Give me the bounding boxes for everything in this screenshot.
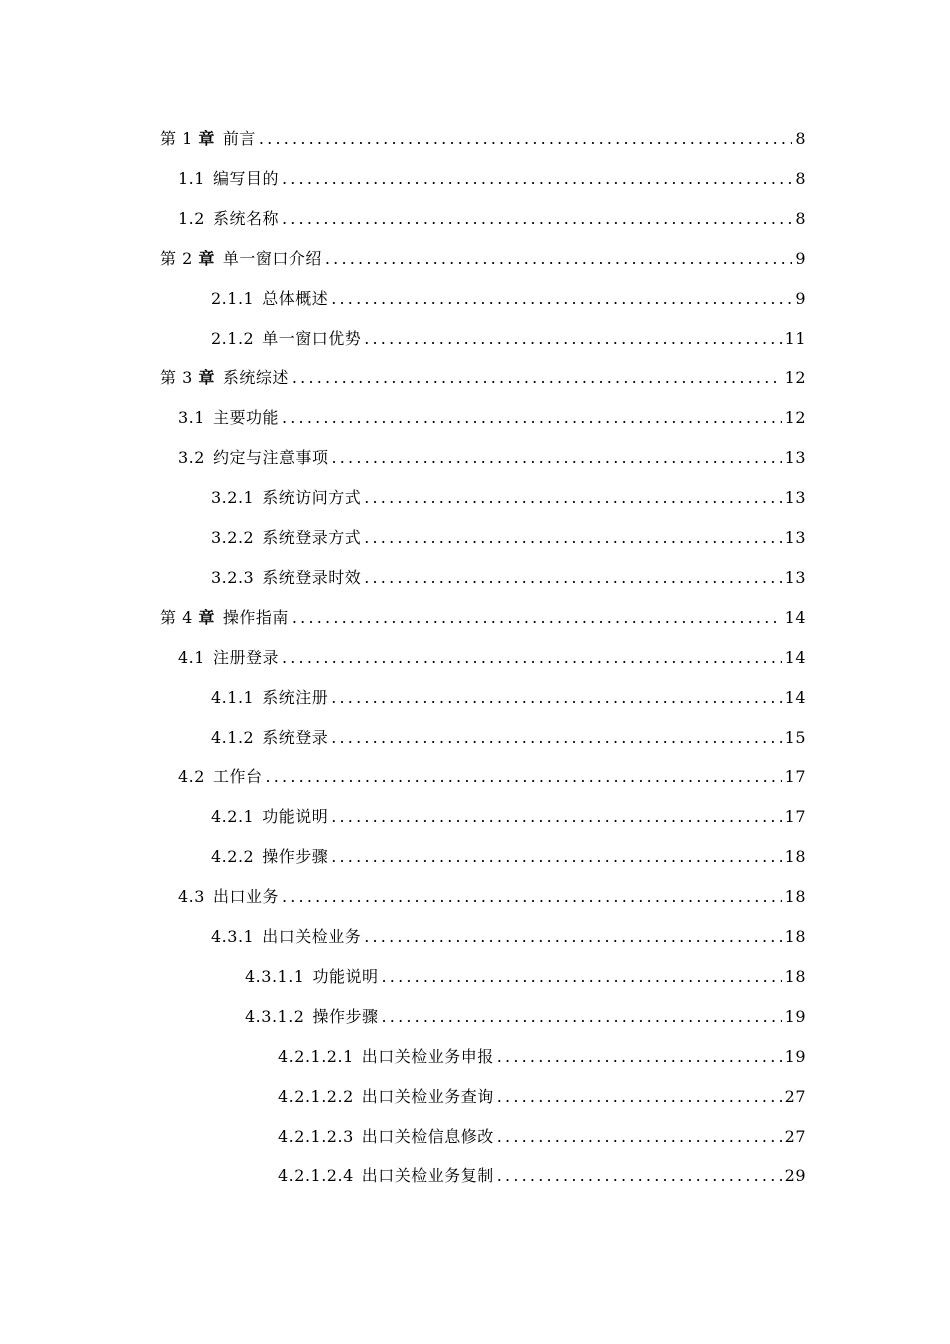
toc-entry-title: 功能说明 <box>312 967 379 986</box>
toc-entry-page: 12 <box>784 408 806 427</box>
dot-leader <box>282 643 782 673</box>
toc-entry[interactable] <box>178 164 806 194</box>
toc-entry-title: 主要功能 <box>212 408 279 427</box>
toc-entry-number: 第 2 章 <box>160 249 215 268</box>
toc-entry-title: 系统名称 <box>212 209 279 228</box>
toc-entry-title: 约定与注意事项 <box>212 448 329 467</box>
toc-entry-number: 4.2.1 <box>211 807 255 826</box>
chapter-label: 章 <box>198 608 215 627</box>
dot-leader <box>325 244 792 274</box>
toc-entry-number: 4.2.1.2.4 <box>278 1166 354 1185</box>
toc-entry-title: 系统访问方式 <box>262 488 362 507</box>
toc-entry-number: 1.2 <box>178 209 205 228</box>
toc-entry-title: 功能说明 <box>262 807 329 826</box>
toc-entry[interactable] <box>160 244 806 274</box>
toc-entry-title: 系统综述 <box>222 368 289 387</box>
dot-leader <box>364 523 781 553</box>
toc-entry-number: 4.3 <box>178 887 205 906</box>
toc-entry-title: 前言 <box>222 129 256 148</box>
toc-entry-title: 系统登录方式 <box>262 528 362 547</box>
toc-entry-page: 14 <box>784 608 806 627</box>
toc-entry-title: 操作指南 <box>222 608 289 627</box>
toc-entry-page: 13 <box>784 488 806 507</box>
toc-entry-page: 13 <box>784 528 806 547</box>
chapter-label: 章 <box>198 129 215 148</box>
toc-entry[interactable] <box>245 962 806 992</box>
toc-entry-page: 17 <box>784 807 806 826</box>
dot-leader <box>282 204 792 234</box>
dot-leader <box>497 1042 782 1072</box>
toc-entry[interactable] <box>211 523 806 553</box>
toc-entry-page: 18 <box>784 847 806 866</box>
toc-entry[interactable] <box>278 1042 806 1072</box>
toc-entry[interactable] <box>278 1082 806 1112</box>
toc-entry-title: 出口关检业务 <box>262 927 362 946</box>
dot-leader <box>331 723 781 753</box>
toc-entry[interactable] <box>211 842 806 872</box>
dot-leader <box>364 483 781 513</box>
toc-entry-title: 工作台 <box>212 767 263 786</box>
dot-leader <box>497 1122 782 1152</box>
toc-entry[interactable] <box>211 922 806 952</box>
toc-entry-number: 4.3.1.2 <box>245 1007 305 1026</box>
dot-leader <box>364 324 781 354</box>
toc-entry[interactable] <box>211 563 806 593</box>
toc-entry-number: 第 3 章 <box>160 368 215 387</box>
toc-entry-number: 3.1 <box>178 408 205 427</box>
toc-entry-page: 14 <box>784 688 806 707</box>
toc-entry-page: 17 <box>784 767 806 786</box>
toc-entry-page: 9 <box>795 249 806 268</box>
chapter-label: 章 <box>198 249 215 268</box>
toc-entry-page: 19 <box>784 1047 806 1066</box>
toc-entry-page: 18 <box>784 967 806 986</box>
toc-entry-page: 18 <box>784 887 806 906</box>
toc-entry-number: 4.1.2 <box>211 728 255 747</box>
toc-entry-number: 1.1 <box>178 169 205 188</box>
toc-entry-page: 8 <box>795 209 806 228</box>
toc-entry-number: 4.2 <box>178 767 205 786</box>
toc-entry-number: 第 1 章 <box>160 129 215 148</box>
toc-entry[interactable] <box>178 882 806 912</box>
toc-entry-title: 出口关检业务查询 <box>361 1087 494 1106</box>
toc-entry-title: 出口关检信息修改 <box>361 1127 494 1146</box>
toc-entry-page: 13 <box>784 448 806 467</box>
dot-leader <box>265 762 781 792</box>
dot-leader <box>331 284 792 314</box>
toc-entry-page: 13 <box>784 568 806 587</box>
toc-entry[interactable] <box>211 324 806 354</box>
toc-entry-title: 系统登录 <box>262 728 329 747</box>
toc-entry-page: 27 <box>784 1087 806 1106</box>
toc-entry-page: 15 <box>784 728 806 747</box>
dot-leader <box>331 842 781 872</box>
toc-entry-title: 操作步骤 <box>312 1007 379 1026</box>
toc-entry-title: 出口业务 <box>212 887 279 906</box>
toc-entry[interactable] <box>211 723 806 753</box>
dot-leader <box>364 563 781 593</box>
toc-entry-page: 11 <box>784 329 806 348</box>
toc-entry-title: 系统注册 <box>262 688 329 707</box>
toc-entry-number: 2.1.2 <box>211 329 255 348</box>
toc-entry-page: 18 <box>784 927 806 946</box>
toc-entry-title: 单一窗口优势 <box>262 329 362 348</box>
toc-entry[interactable] <box>211 802 806 832</box>
toc-entry-number: 4.2.1.2.1 <box>278 1047 354 1066</box>
toc-entry[interactable] <box>178 762 806 792</box>
toc-entry[interactable] <box>160 124 806 154</box>
toc-entry-number: 4.2.2 <box>211 847 255 866</box>
dot-leader <box>382 962 782 992</box>
toc-entry-title: 编写目的 <box>212 169 279 188</box>
toc-entry-number: 第 4 章 <box>160 608 215 627</box>
chapter-label: 章 <box>198 368 215 387</box>
toc-entry-page: 8 <box>795 129 806 148</box>
toc-entry-page: 19 <box>784 1007 806 1026</box>
dot-leader <box>259 124 792 154</box>
toc-entry-number: 4.2.1.2.2 <box>278 1087 354 1106</box>
toc-entry[interactable] <box>178 403 806 433</box>
toc-entry-page: 14 <box>784 648 806 667</box>
toc-entry-number: 3.2.2 <box>211 528 255 547</box>
dot-leader <box>292 363 782 393</box>
toc-entry-title: 系统登录时效 <box>262 568 362 587</box>
toc-entry-number: 4.1.1 <box>211 688 255 707</box>
toc-entry[interactable] <box>178 204 806 234</box>
dot-leader <box>292 603 782 633</box>
dot-leader <box>282 164 792 194</box>
toc-entry-number: 4.2.1.2.3 <box>278 1127 354 1146</box>
toc-entry-page: 12 <box>784 368 806 387</box>
toc-entry-number: 3.2.3 <box>211 568 255 587</box>
toc-entry-page: 29 <box>784 1166 806 1185</box>
toc-entry-number: 4.3.1.1 <box>245 967 305 986</box>
toc-entry-page: 27 <box>784 1127 806 1146</box>
toc-entry[interactable] <box>211 683 806 713</box>
toc-entry-page: 8 <box>795 169 806 188</box>
toc-entry[interactable] <box>178 643 806 673</box>
toc-entry-title: 操作步骤 <box>262 847 329 866</box>
dot-leader <box>282 403 782 433</box>
toc-entry-number: 2.1.1 <box>211 289 255 308</box>
dot-leader <box>331 802 781 832</box>
dot-leader <box>497 1161 782 1191</box>
toc-entry[interactable] <box>278 1122 806 1152</box>
toc-entry-title: 总体概述 <box>262 289 329 308</box>
toc-entry-number: 4.3.1 <box>211 927 255 946</box>
toc-entry-title: 出口关检业务复制 <box>361 1166 494 1185</box>
toc-entry[interactable] <box>178 443 806 473</box>
toc-entry-number: 4.1 <box>178 648 205 667</box>
dot-leader <box>497 1082 782 1112</box>
toc-entry-number: 3.2 <box>178 448 205 467</box>
toc-entry-title: 单一窗口介绍 <box>222 249 322 268</box>
toc-entry[interactable] <box>160 603 806 633</box>
toc-entry-page: 9 <box>795 289 806 308</box>
dot-leader <box>382 1002 782 1032</box>
dot-leader <box>364 922 781 952</box>
dot-leader <box>331 683 781 713</box>
toc-entry-number: 3.2.1 <box>211 488 255 507</box>
dot-leader <box>282 882 782 912</box>
toc-entry[interactable] <box>160 363 806 393</box>
toc-entry[interactable] <box>211 284 806 314</box>
toc-entry[interactable] <box>278 1161 806 1191</box>
dot-leader <box>331 443 781 473</box>
toc-entry-title: 注册登录 <box>212 648 279 667</box>
toc-entry-title: 出口关检业务申报 <box>361 1047 494 1066</box>
toc-entry[interactable] <box>211 483 806 513</box>
toc-entry[interactable] <box>245 1002 806 1032</box>
